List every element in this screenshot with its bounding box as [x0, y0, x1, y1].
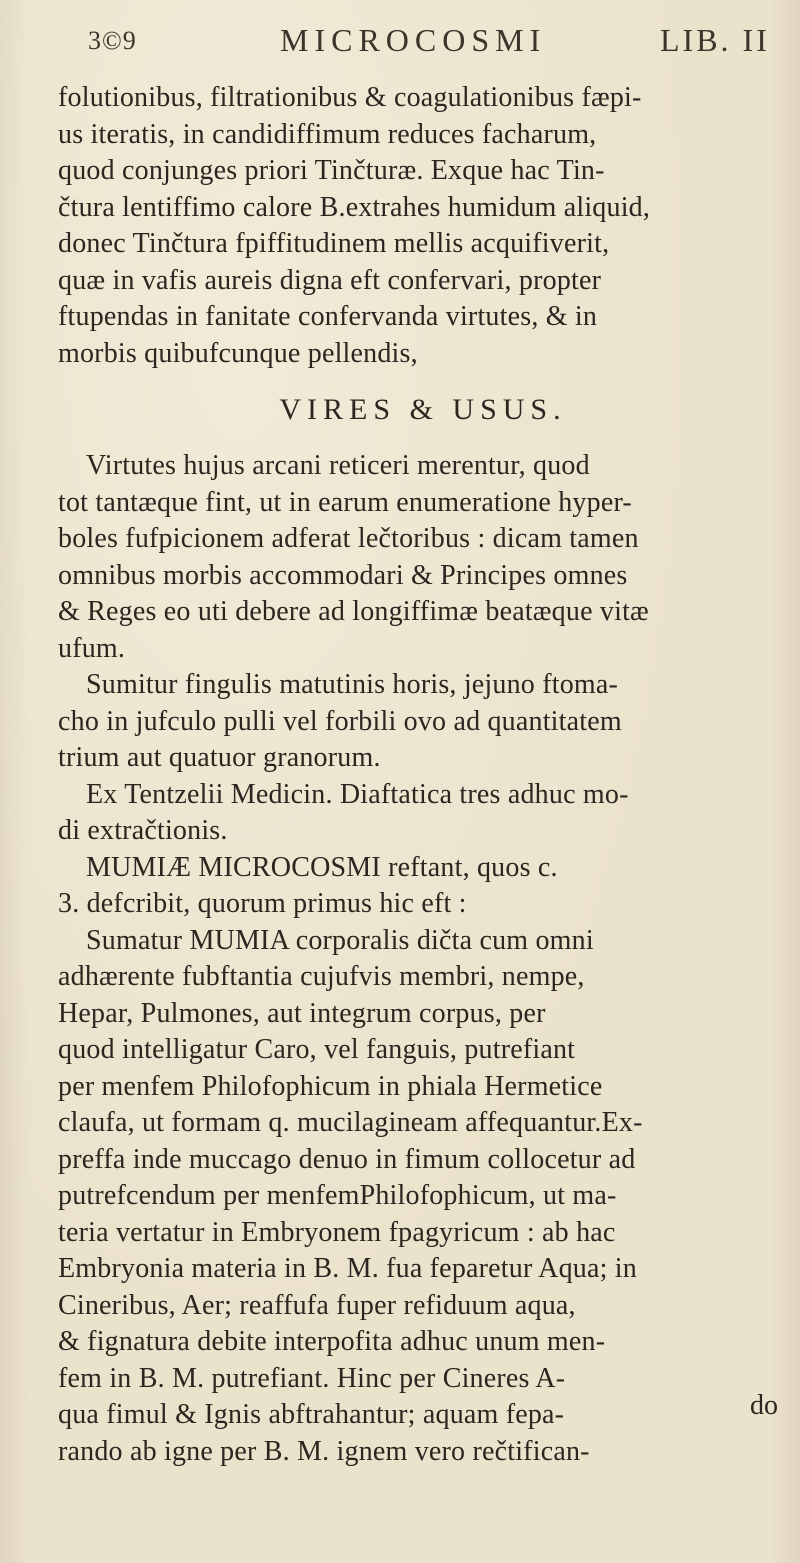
- text-line: quæ in vafis aureis digna eft confervari, propter: [58, 264, 602, 296]
- text-line: ftupendas in fanitate confervanda virtutes, & in: [58, 301, 598, 332]
- text-line: omnibus morbis accommodari & Principes omnes: [58, 559, 628, 591]
- text-line: & fignatura debite interpofita adhuc unum men-: [58, 1326, 606, 1357]
- text-line: Embryonia materia in B. M. fua feparetur Aqua; in: [58, 1253, 637, 1284]
- text-line: Sumitur fingulis matutinis horis, jejuno ftoma-: [86, 669, 619, 700]
- book-number: LIB. II: [660, 22, 770, 58]
- text-line: tot tantæque fint, ut in earum enumeratione hyper-: [58, 486, 632, 518]
- text-line: cho in jufculo pulli vel forbili ovo ad quantitatem: [58, 705, 622, 737]
- text-line: ufum.: [58, 632, 126, 664]
- text-line: Ex Tentzelii Medicin. Diaftatica tres adhuc mo-: [86, 778, 629, 810]
- text-line: us iteratis, in candidiffimum reduces facharum,: [58, 118, 597, 150]
- text-line: teria vertatur in Embryonem fpagyricum : ab hac: [58, 1216, 616, 1248]
- text-line: quod conjunges priori Tinčturæ. Exque hac Tin-: [58, 155, 605, 186]
- text-line: rando ab igne per B. M. ignem vero rečtifican-: [58, 1435, 590, 1467]
- text-line: trium aut quatuor granorum.: [58, 742, 381, 773]
- text-line: preffa inde muccago denuo in fimum collocetur ad: [58, 1143, 636, 1175]
- text-line: adhærente fubftantia cujufvis membri, nempe,: [58, 961, 585, 992]
- text-line: MUMIÆ MICROCOSMI reftant, quos c.: [86, 851, 558, 883]
- text-line: Cineribus, Aer; reaffufa fuper refiduum aqua,: [58, 1289, 576, 1321]
- catchword: do: [750, 1390, 778, 1421]
- text-line: Virtutes hujus arcani reticeri merentur, quod: [86, 450, 590, 481]
- text-line: qua fimul & Ignis abftrahantur; aquam fepa-: [58, 1399, 565, 1430]
- body-text: [58, 80, 788, 1470]
- text-line: & Reges eo uti debere ad longiffimæ beatæque vitæ: [58, 596, 649, 627]
- running-title: MICROCOSMI: [280, 22, 547, 58]
- text-line: fem in B. M. putrefiant. Hinc per Cineres A-: [58, 1362, 566, 1394]
- text-line: folutionibus, filtrationibus & coagulationibus fæpi-: [58, 82, 642, 113]
- text-line: di extračtionis.: [58, 815, 228, 846]
- text-line: claufa, ut formam q. mucilagineam affequantur.Ex-: [58, 1107, 643, 1138]
- text-line: putrefcendum per menfemPhilofophicum, ut ma-: [58, 1180, 617, 1211]
- text-line: 3. defcribit, quorum primus hic eft :: [58, 888, 467, 919]
- text-line: boles fufpicionem adferat lečtoribus : dicam tamen: [58, 523, 639, 554]
- text-line: quod intelligatur Caro, vel fanguis, putrefiant: [58, 1034, 576, 1065]
- text-line: Sumatur MUMIA corporalis dičta cum omni: [86, 924, 594, 956]
- page-number: 3©9: [88, 26, 137, 55]
- text-line: donec Tinčtura fpiffitudinem mellis acquifiverit,: [58, 228, 610, 259]
- text-line: per menfem Philofophicum in phiala Hermetice: [58, 1070, 603, 1102]
- text-line: čtura lentiffimo calore B.extrahes humidum aliquid,: [58, 191, 651, 223]
- section-heading: VIRES & USUS.: [279, 393, 567, 426]
- page-header: [60, 18, 780, 68]
- text-line: Hepar, Pulmones, aut integrum corpus, per: [58, 997, 546, 1029]
- text-line: morbis quibufcunque pellendis,: [58, 337, 418, 369]
